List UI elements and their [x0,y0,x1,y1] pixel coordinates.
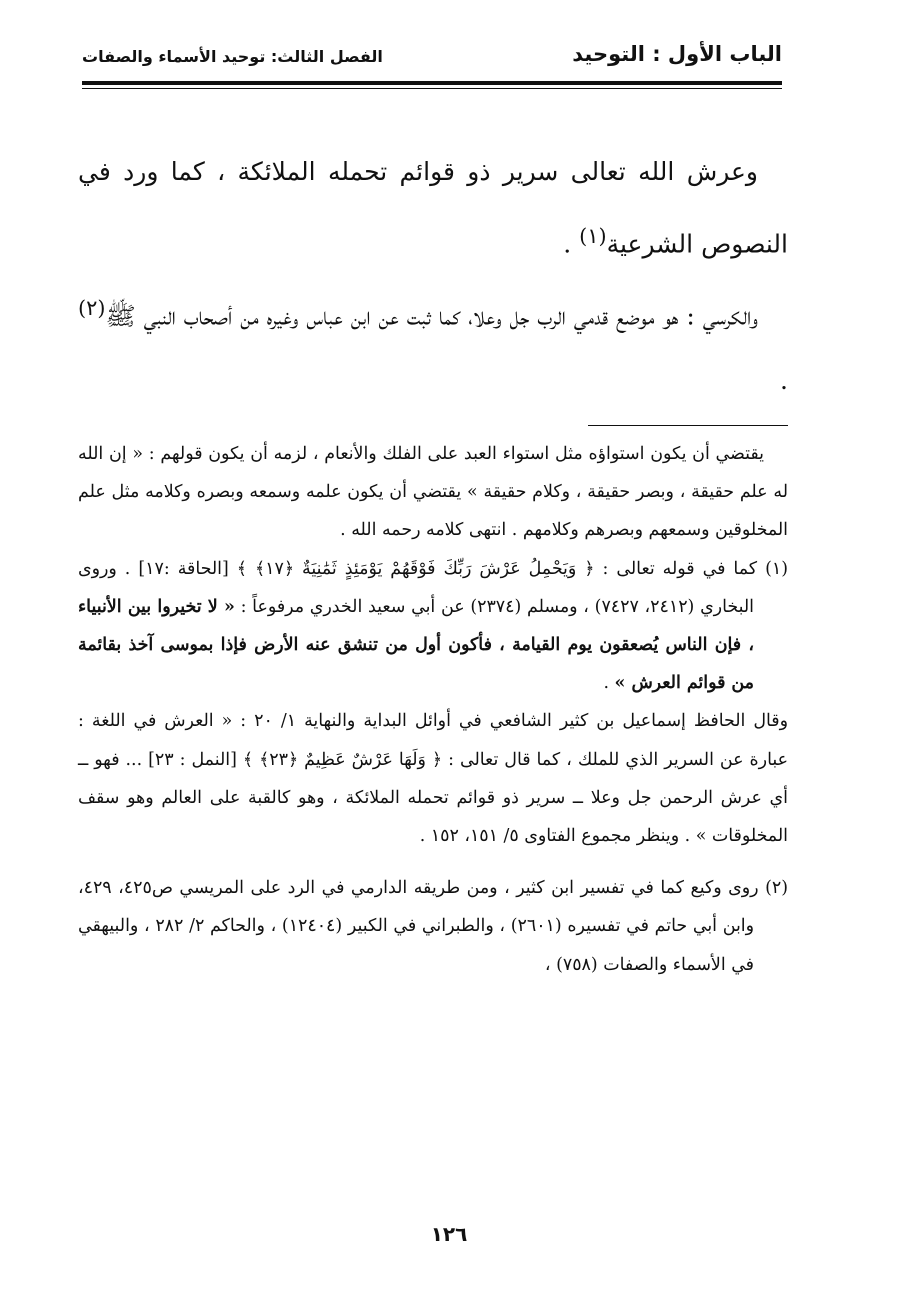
footnote-1-quote: وقال الحافظ إسماعيل بن كثير الشافعي في أوائل البداية والنهاية ١/ ٢٠ : « العرش في اللغة : عبارة عن السرير الذي للملك ، كما قال تعالى : ﴿ وَلَهَا عَرْشٌ عَظِيمٌ ﴿٢٣﴾ ﴾ [النمل : ٢٣] ... فهو ــ أي عرش الرحمن جل وعلا ــ سرير ذو قوائم تحمله الملائكة ، وهو كالقبة على العالم وهو سقف المخلوقات » . وينظر مجموع الفتاوى ٥/ ١٥١، ١٥٢ . [78,711,789,847]
main-text [78,140,788,413]
main-paragraph [78,140,788,276]
header-rule-thick [82,81,782,85]
footnote-ref: (١) [579,224,607,248]
footnotes [78,435,788,984]
paragraph-text: وعرش الله تعالى سرير ذو قوائم تحمله الملائكة ، كما ورد في النصوص الشرعية [78,157,788,259]
footnote-1 [78,550,788,703]
footnote-end: . [603,673,615,694]
footnote-text: (١) كما في قوله تعالى : ﴿ وَيَحْمِلُ عَرْشَ رَبِّكَ فَوْقَهُمْ يَوْمَئِذٍ ثَمَٰنِيَةٌ ﴿١٧﴾ ﴾ [الحاقة :١٧] . وروى البخاري (٢٤١٢، ٧٤٢٧) ، ومسلم (٢٣٧٤) عن أبي سعيد الخدري مرفوعاً : [78,558,788,617]
footnote-separator [588,425,788,426]
paragraph-text: والكرسي : هو موضع قدمي الرب جل وعلا، كما ثبت عن ابن عباس وغيره من أصحاب النبي ﷺ [105,301,758,331]
paragraph-end: . [563,229,580,259]
footnote-carryover: يقتضي أن يكون استواؤه مثل استواء العبد على الفلك والأنعام ، لزمه أن يكون قولهم : « إن الله له علم حقيقة ، وبصر حقيقة ، وكلام حقيقة » يقتضي أن يكون علمه وسمعه وبصره وكلامه مثل علم المخلوقين وسمعهم وبصرهم وكلامهم . انتهى كلامه رحمه الله . [78,444,788,541]
footnote-ref: (٢) [78,296,106,321]
chapter-title: الباب الأول : التوحيد [572,42,782,66]
footnote-2: (٢) روى وكيع كما في تفسير ابن كثير ، ومن طريقه الدارمي في الرد على المريسي ص٤٢٥، ٤٢٩، وابن أبي حاتم في تفسيره (٢٦٠١) ، والطبراني في الكبير (١٢٤٠٤) ، والحاكم ٢/ ٢٨٢ ، والبيهقي في الأسماء والصفات (٧٥٨) ، [78,878,788,975]
paragraph-end: . [780,365,788,395]
hadith-text: « لا تخيروا بين الأنبياء ، فإن الناس يُصعقون يوم القيامة ، فأكون أول من تنشق عنه الأرض فإذا بموسى آخذ بقائمة من قوائم العرش » [78,596,754,694]
page-number: ١٢٦ [430,1222,468,1246]
header-rule-thin [82,88,782,89]
section-title: الفصل الثالث: توحيد الأسماء والصفات [82,47,383,66]
main-paragraph [78,276,788,412]
running-header [82,38,782,74]
